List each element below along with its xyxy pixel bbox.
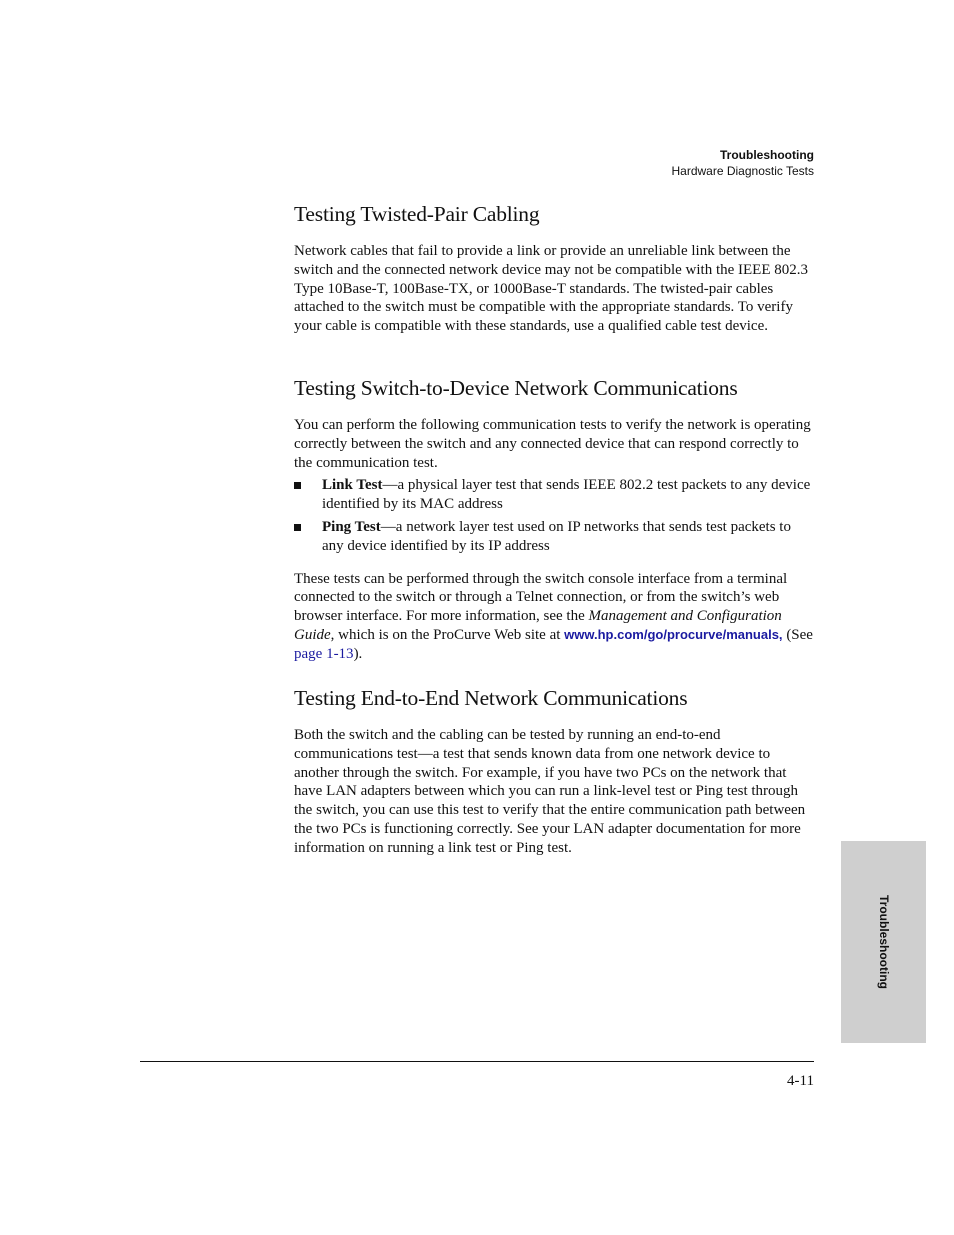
list-item (294, 518, 814, 556)
list-item-term: Ping Test (322, 518, 381, 535)
list-item-term: Link Test (322, 477, 383, 494)
see-prefix: (See (782, 626, 813, 643)
section-end-to-end (294, 685, 814, 858)
list-item (294, 476, 814, 514)
bullet-square-icon (294, 524, 301, 531)
section-title: Testing Switch-to-Device Network Communications (294, 376, 738, 400)
list-item-text: —a network layer test used on IP networks that sends test packets to any device identified by its IP address (322, 518, 791, 554)
header-section: Hardware Diagnostic Tests (671, 164, 814, 178)
footer-rule (140, 1061, 814, 1062)
section-title: Testing Twisted-Pair Cabling (294, 202, 540, 226)
outro-text: These tests can be performed through the switch console interface from a terminal connected to the switch or through a Telnet connection, or from the switch’s web browser interface. For more information, see the (294, 570, 788, 625)
section-intro: You can perform the following communication tests to verify the network is operating correctly between the switch and any connected device that can respond correctly to the communication test. (294, 417, 811, 471)
see-suffix: ). (353, 645, 363, 662)
header-chapter: Troubleshooting (720, 148, 814, 162)
section-paragraph: Both the switch and the cabling can be tested by running an end-to-end communications test—a test that sends known data from one network device to another through the switch. For example, if you have two PCs on the network that have LAN adapters between which you can run a link-level test or Ping test through the switch, you can use this test to verify that the entire communication path between the two PCs is functioning correctly. See your LAN adapter documentation for more information on running a link test or Ping test. (294, 727, 806, 856)
chapter-side-tab (841, 841, 926, 1043)
list-item-text: —a physical layer test that sends IEEE 802.2 test packets to any device identified by its MAC address (322, 477, 811, 513)
side-tab-label: Troubleshooting (876, 895, 891, 989)
test-list (294, 476, 814, 555)
page-number: 4-11 (787, 1073, 814, 1089)
page-reference-link[interactable]: page 1-13 (294, 645, 354, 662)
section-twisted-pair (294, 201, 814, 336)
section-title: Testing End-to-End Network Communications (294, 686, 688, 710)
outro-text-mid: , which is on the ProCurve Web site at (330, 626, 565, 643)
procurve-manuals-link[interactable]: www.hp.com/go/procurve/manuals, (564, 626, 783, 642)
bullet-square-icon (294, 482, 301, 489)
guide-title: Management and Configuration Guide (294, 608, 782, 643)
section-paragraph: Network cables that fail to provide a link or provide an unreliable link between the switch and the connected network device may not be compatible with the IEEE 802.3 Type 10Base-T, 100Base-TX, or 1000Base-T standards. The twisted-pair cables attached to the switch must be compatible with the appropriate standards. To verify your cable is compatible with these standards, use a qualified cable test device. (294, 243, 809, 335)
section-switch-to-device (294, 375, 814, 664)
running-header (671, 147, 814, 179)
section-outro (294, 570, 814, 664)
